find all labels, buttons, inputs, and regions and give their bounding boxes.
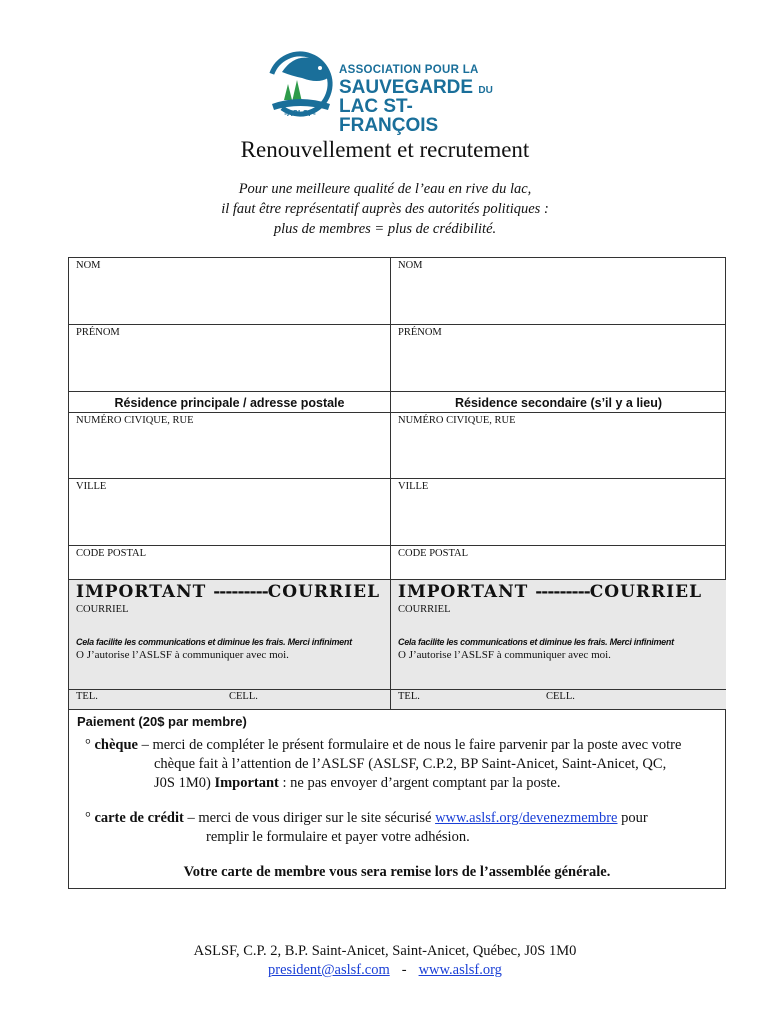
postal-code-field-left[interactable] bbox=[69, 546, 391, 580]
logo-line-2 bbox=[339, 78, 512, 97]
important-courriel: COURRIEL bbox=[589, 582, 703, 602]
cheque-label: chèque bbox=[94, 737, 138, 753]
cheque-text-3a: J0S 1M0) bbox=[154, 775, 215, 791]
card-label: carte de crédit bbox=[94, 810, 184, 826]
important-dashes: --------- bbox=[535, 582, 590, 602]
card-text-1b: pour bbox=[617, 810, 648, 826]
important-dashes: --------- bbox=[213, 582, 268, 602]
payment-cheque-line-3 bbox=[77, 774, 717, 793]
prenom-field-left[interactable] bbox=[69, 325, 391, 392]
important-word: IMPORTANT bbox=[76, 582, 207, 602]
street-field-right[interactable] bbox=[391, 412, 726, 479]
lake-fish-emblem-icon bbox=[262, 44, 338, 120]
phone-field-right[interactable] bbox=[391, 690, 726, 710]
page-title: Renouvellement et recrutement bbox=[240, 137, 530, 162]
bullet: ° bbox=[85, 810, 91, 826]
communication-note: Cela facilite les communications et diminue les frais. Merci infiniment bbox=[398, 637, 674, 647]
payment-cheque-line-2: chèque fait à l’attention de l’ASLSF (ASLSF, C.P.2, BP Saint-Anicet, Saint-Anicet, QC, bbox=[154, 756, 667, 772]
footer-website-link[interactable]: www.aslsf.org bbox=[418, 962, 502, 978]
nom-label: NOM bbox=[398, 260, 423, 271]
intro-line-1: Pour une meilleure qualité de l’eau en rive du lac, bbox=[238, 181, 532, 197]
nom-field-left[interactable] bbox=[69, 258, 391, 325]
street-label: NUMÉRO CIVIQUE, RUE bbox=[76, 415, 194, 426]
payment-cheque-line-1 bbox=[77, 736, 717, 755]
email-block-left bbox=[69, 580, 391, 690]
logo-line-2-main: SAUVEGARDE bbox=[339, 76, 474, 98]
important-word: IMPORTANT bbox=[398, 582, 529, 602]
important-email-heading bbox=[76, 582, 383, 602]
prenom-label: PRÉNOM bbox=[398, 327, 442, 338]
important-courriel: COURRIEL bbox=[267, 582, 381, 602]
cheque-text-1: – merci de compléter le présent formulaire et de nous le faire parvenir par la poste avec votre bbox=[137, 737, 682, 753]
payment-heading: Paiement (20$ par membre) bbox=[77, 714, 247, 729]
section-heading-primary-residence: Résidence principale / adresse postale bbox=[69, 392, 391, 412]
ville-field-right[interactable] bbox=[391, 479, 726, 546]
cell-label: CELL. bbox=[229, 691, 258, 702]
email-field[interactable]: COURRIEL bbox=[76, 604, 129, 615]
bullet: ° bbox=[85, 737, 91, 753]
footer-address: ASLSF, C.P. 2, B.P. Saint-Anicet, Saint-Anicet, Québec, J0S 1M0 bbox=[193, 943, 577, 959]
cell-label: CELL. bbox=[546, 691, 575, 702]
intro-line-2: il faut être représentatif auprès des autorités politiques : bbox=[221, 201, 549, 217]
membership-card-notice: Votre carte de membre vous sera remise lors de l’assemblée générale. bbox=[183, 864, 611, 880]
section-heading-secondary-residence: Résidence secondaire (s’il y a lieu) bbox=[454, 396, 663, 410]
consent-checkbox[interactable]: O J’autorise l’ASLSF à communiquer avec moi. bbox=[398, 649, 611, 661]
email-field[interactable]: COURRIEL bbox=[398, 604, 451, 615]
nom-label: NOM bbox=[76, 260, 101, 271]
nom-field-right[interactable] bbox=[391, 258, 726, 325]
payment-section bbox=[69, 710, 725, 888]
email-block-right bbox=[391, 580, 726, 690]
tel-label: TEL. bbox=[398, 691, 420, 702]
cheque-text-3b: : ne pas envoyer d’argent comptant par la poste. bbox=[278, 775, 561, 791]
footer-separator: - bbox=[401, 962, 407, 978]
tel-label: TEL. bbox=[76, 691, 98, 702]
communication-note: Cela facilite les communications et diminue les frais. Merci infiniment bbox=[76, 637, 352, 647]
logo-line-3: LAC ST-FRANÇOIS bbox=[339, 95, 439, 136]
card-text-1: – merci de vous diriger sur le site sécurisé bbox=[183, 810, 436, 826]
postal-code-label: CODE POSTAL bbox=[398, 548, 469, 559]
ville-field-left[interactable] bbox=[69, 479, 391, 546]
membership-form bbox=[68, 257, 726, 889]
phone-field-left[interactable] bbox=[69, 690, 391, 710]
footer-email-link[interactable]: president@aslsf.com bbox=[268, 962, 390, 978]
footer-contacts bbox=[0, 961, 770, 980]
svg-text:-ASLSF-: -ASLSF- bbox=[284, 109, 316, 118]
logo-line-1: ASSOCIATION POUR LA bbox=[339, 64, 479, 76]
cheque-important: Important bbox=[214, 775, 279, 791]
street-label: NUMÉRO CIVIQUE, RUE bbox=[398, 415, 516, 426]
intro-text bbox=[0, 179, 770, 239]
postal-code-label: CODE POSTAL bbox=[76, 548, 147, 559]
street-field-left[interactable] bbox=[69, 412, 391, 479]
payment-card-line-1 bbox=[77, 809, 717, 828]
ville-label: VILLE bbox=[398, 481, 429, 492]
intro-line-3: plus de membres = plus de crédibilité. bbox=[273, 221, 497, 237]
footer bbox=[0, 942, 770, 980]
membership-link[interactable]: www.aslsf.org/devenezmembre bbox=[435, 810, 618, 826]
logo-wordmark bbox=[339, 65, 512, 135]
prenom-field-right[interactable] bbox=[391, 325, 726, 392]
payment-card-line-2: remplir le formulaire et payer votre adhésion. bbox=[206, 829, 470, 845]
prenom-label: PRÉNOM bbox=[76, 327, 120, 338]
aslsf-logo bbox=[262, 44, 512, 136]
consent-checkbox[interactable]: O J’autorise l’ASLSF à communiquer avec moi. bbox=[76, 649, 289, 661]
logo-line-2-small: DU bbox=[478, 84, 493, 96]
important-email-heading bbox=[398, 582, 719, 602]
postal-code-field-right[interactable] bbox=[391, 546, 726, 580]
ville-label: VILLE bbox=[76, 481, 107, 492]
